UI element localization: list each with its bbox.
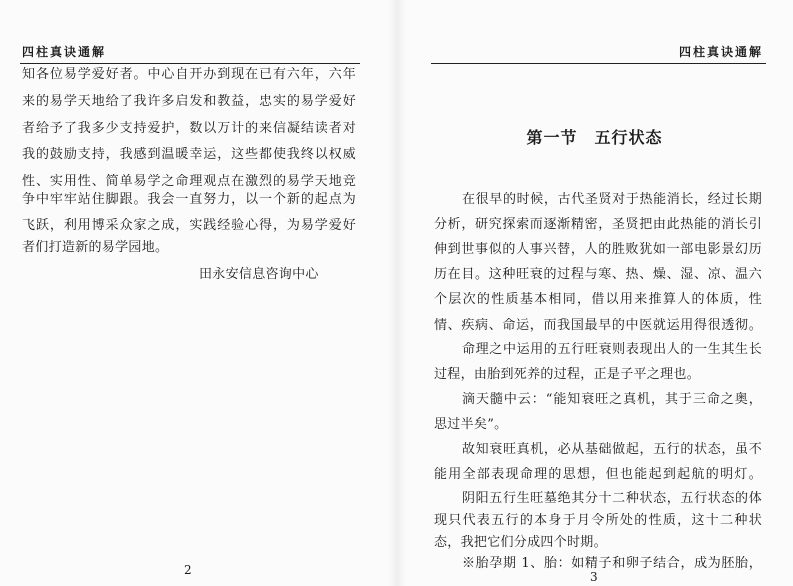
text-line: 争中牢牢站住脚跟。我会一直努力，以一个新的起点为 — [22, 192, 356, 207]
text-line: 能用全部表现命理的思想，但也能起到起航的明灯。 — [434, 467, 762, 482]
text-line: 来的易学天地给了我许多启发和教益，忠实的易学爱好 — [22, 94, 356, 109]
page-number: 2 — [184, 563, 192, 577]
text-line: 我的鼓励支持，我感到温暖幸运，这些都使我终以权威 — [22, 147, 356, 162]
text-line: ※胎孕期 1、胎：如精子和卵子结合，成为胚胎， — [462, 556, 762, 571]
text-line: 情、疾病、命运，而我国最早的中医就运用得很透彻。 — [434, 318, 762, 333]
text-line: 伸到世事似的人事兴替，人的胜败犹如一部电影景幻历 — [434, 242, 762, 257]
text-line: 分析，研究探索而逐渐精密，圣贤把由此热能的消长引 — [434, 217, 762, 232]
text-line: 阴阳五行生旺墓绝其分十二种状态，五行状态的体 — [462, 491, 762, 506]
text-line: 飞跃，利用博采众家之成，实践经验心得，为易学爱好 — [22, 218, 356, 233]
text-line: 过程，由胎到死养的过程，正是子平之理也。 — [434, 367, 701, 382]
text-line: 态，我把它们分成四个时期。 — [434, 535, 607, 550]
text-line: 现只代表五行的本身于月令所处的性质，这十二种状 — [434, 513, 762, 528]
running-head: 四柱真诀通解 — [678, 45, 763, 59]
header-rule — [20, 63, 360, 64]
text-line: 在很早的时候，古代圣贤对于热能消长，经过长期 — [462, 192, 762, 207]
text-line: 故知衰旺真机，必从基础做起，五行的状态，虽不 — [462, 442, 762, 457]
text-line: 历在目。这种旺衰的过程与寒、热、燥、湿、凉、温六 — [434, 267, 762, 282]
page-number: 3 — [590, 570, 598, 584]
right-page — [396, 0, 793, 586]
text-line: 者给予了我多少支持爱护，数以万计的来信凝结读者对 — [22, 121, 356, 136]
running-head: 四柱真诀通解 — [22, 45, 107, 59]
text-line: 知各位易学爱好者。中心自开办到现在已有六年，六年 — [22, 67, 356, 82]
text-line: 思过半矣”。 — [434, 417, 508, 432]
header-rule — [431, 63, 766, 64]
section-title: 第一节 五行状态 — [526, 128, 663, 147]
left-page — [0, 0, 396, 586]
signature: 田永安信息咨询中心 — [199, 267, 319, 282]
text-line: 滴天髓中云：“能知衰旺之真机，其于三命之奥， — [462, 392, 762, 407]
text-line: 个层次的性质基本相同，借以用来推算人的体质，性 — [434, 292, 762, 307]
text-line: 性、实用性、简单易学之命理观点在激烈的易学天地竞 — [22, 174, 356, 189]
text-line: 者们打造新的易学园地。 — [22, 240, 169, 255]
text-line: 命理之中运用的五行旺衰则表现出人的一生其生长 — [462, 342, 762, 357]
